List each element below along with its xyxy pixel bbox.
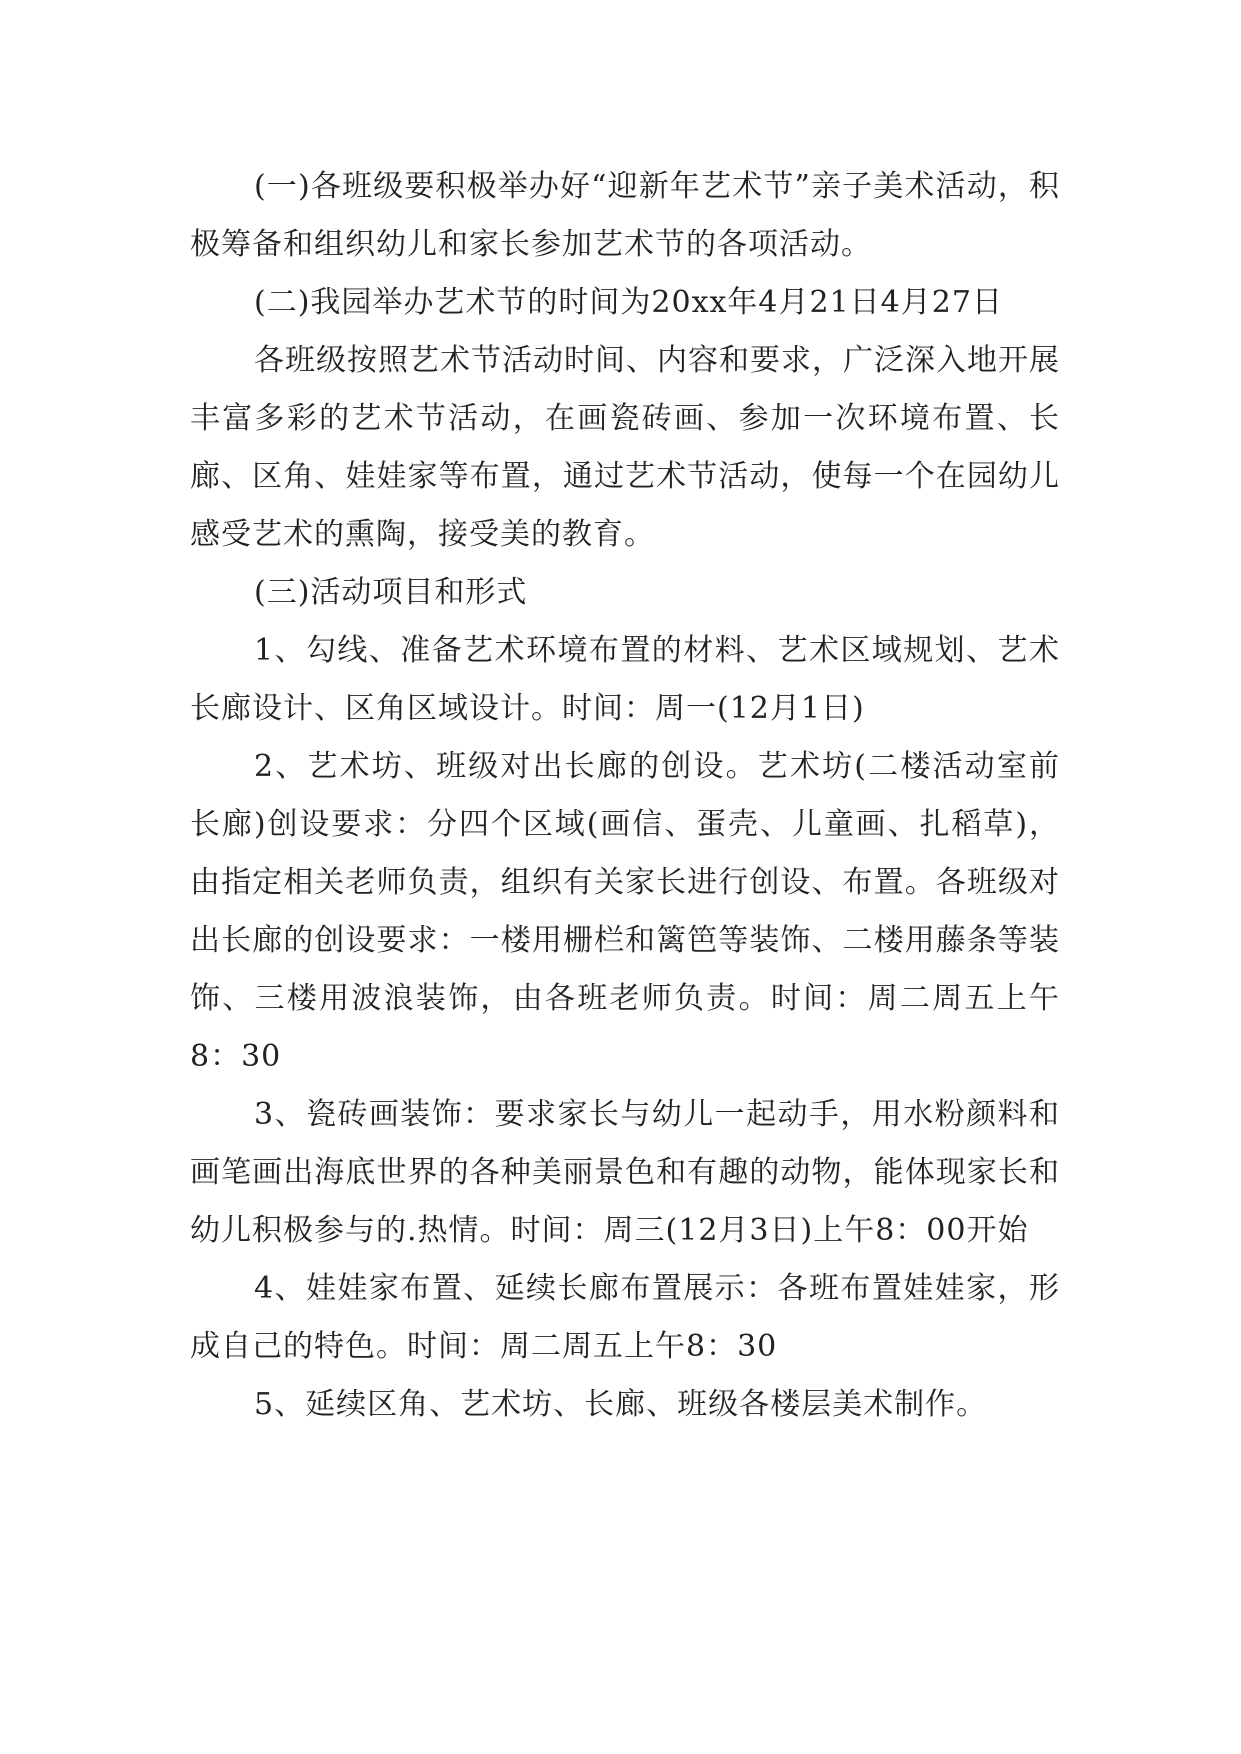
paragraph-2: (二)我园举办艺术节的时间为20xx年4月21日4月27日	[254, 285, 1003, 320]
paragraph-5: 1、勾线、准备艺术环境布置的材料、艺术区域规划、艺术长廊设计、区角区域设计。时间：周一(12月1日)	[190, 633, 1060, 726]
paragraph-9: 5、延续区角、艺术坊、长廊、班级各楼层美术制作。	[254, 1387, 988, 1422]
paragraph-6: 2、艺术坊、班级对出长廊的创设。艺术坊(二楼活动室前长廊)创设要求：分四个区域(画信、蛋壳、儿童画、扎稻草)，由指定相关老师负责，组织有关家长进行创设、布置。各班级对出长廊的创设要求：一楼用栅栏和篱笆等装饰、二楼用藤条等装饰、三楼用波浪装饰，由各班老师负责。时间：周二周五上午8：30	[190, 749, 1060, 1074]
document-body	[190, 158, 1060, 1434]
paragraph-1: (一)各班级要积极举办好“迎新年艺术节”亲子美术活动，积极筹备和组织幼儿和家长参加艺术节的各项活动。	[190, 169, 1060, 262]
paragraph-8: 4、娃娃家布置、延续长廊布置展示：各班布置娃娃家，形成自己的特色。时间：周二周五上午8：30	[190, 1271, 1060, 1364]
paragraph-7: 3、瓷砖画装饰：要求家长与幼儿一起动手，用水粉颜料和画笔画出海底世界的各种美丽景色和有趣的动物，能体现家长和幼儿积极参与的.热情。时间：周三(12月3日)上午8：00开始	[190, 1097, 1060, 1248]
paragraph-4: (三)活动项目和形式	[254, 575, 528, 610]
paragraph-3: 各班级按照艺术节活动时间、内容和要求，广泛深入地开展丰富多彩的艺术节活动，在画瓷砖画、参加一次环境布置、长廊、区角、娃娃家等布置，通过艺术节活动，使每一个在园幼儿感受艺术的熏陶，接受美的教育。	[190, 343, 1060, 552]
